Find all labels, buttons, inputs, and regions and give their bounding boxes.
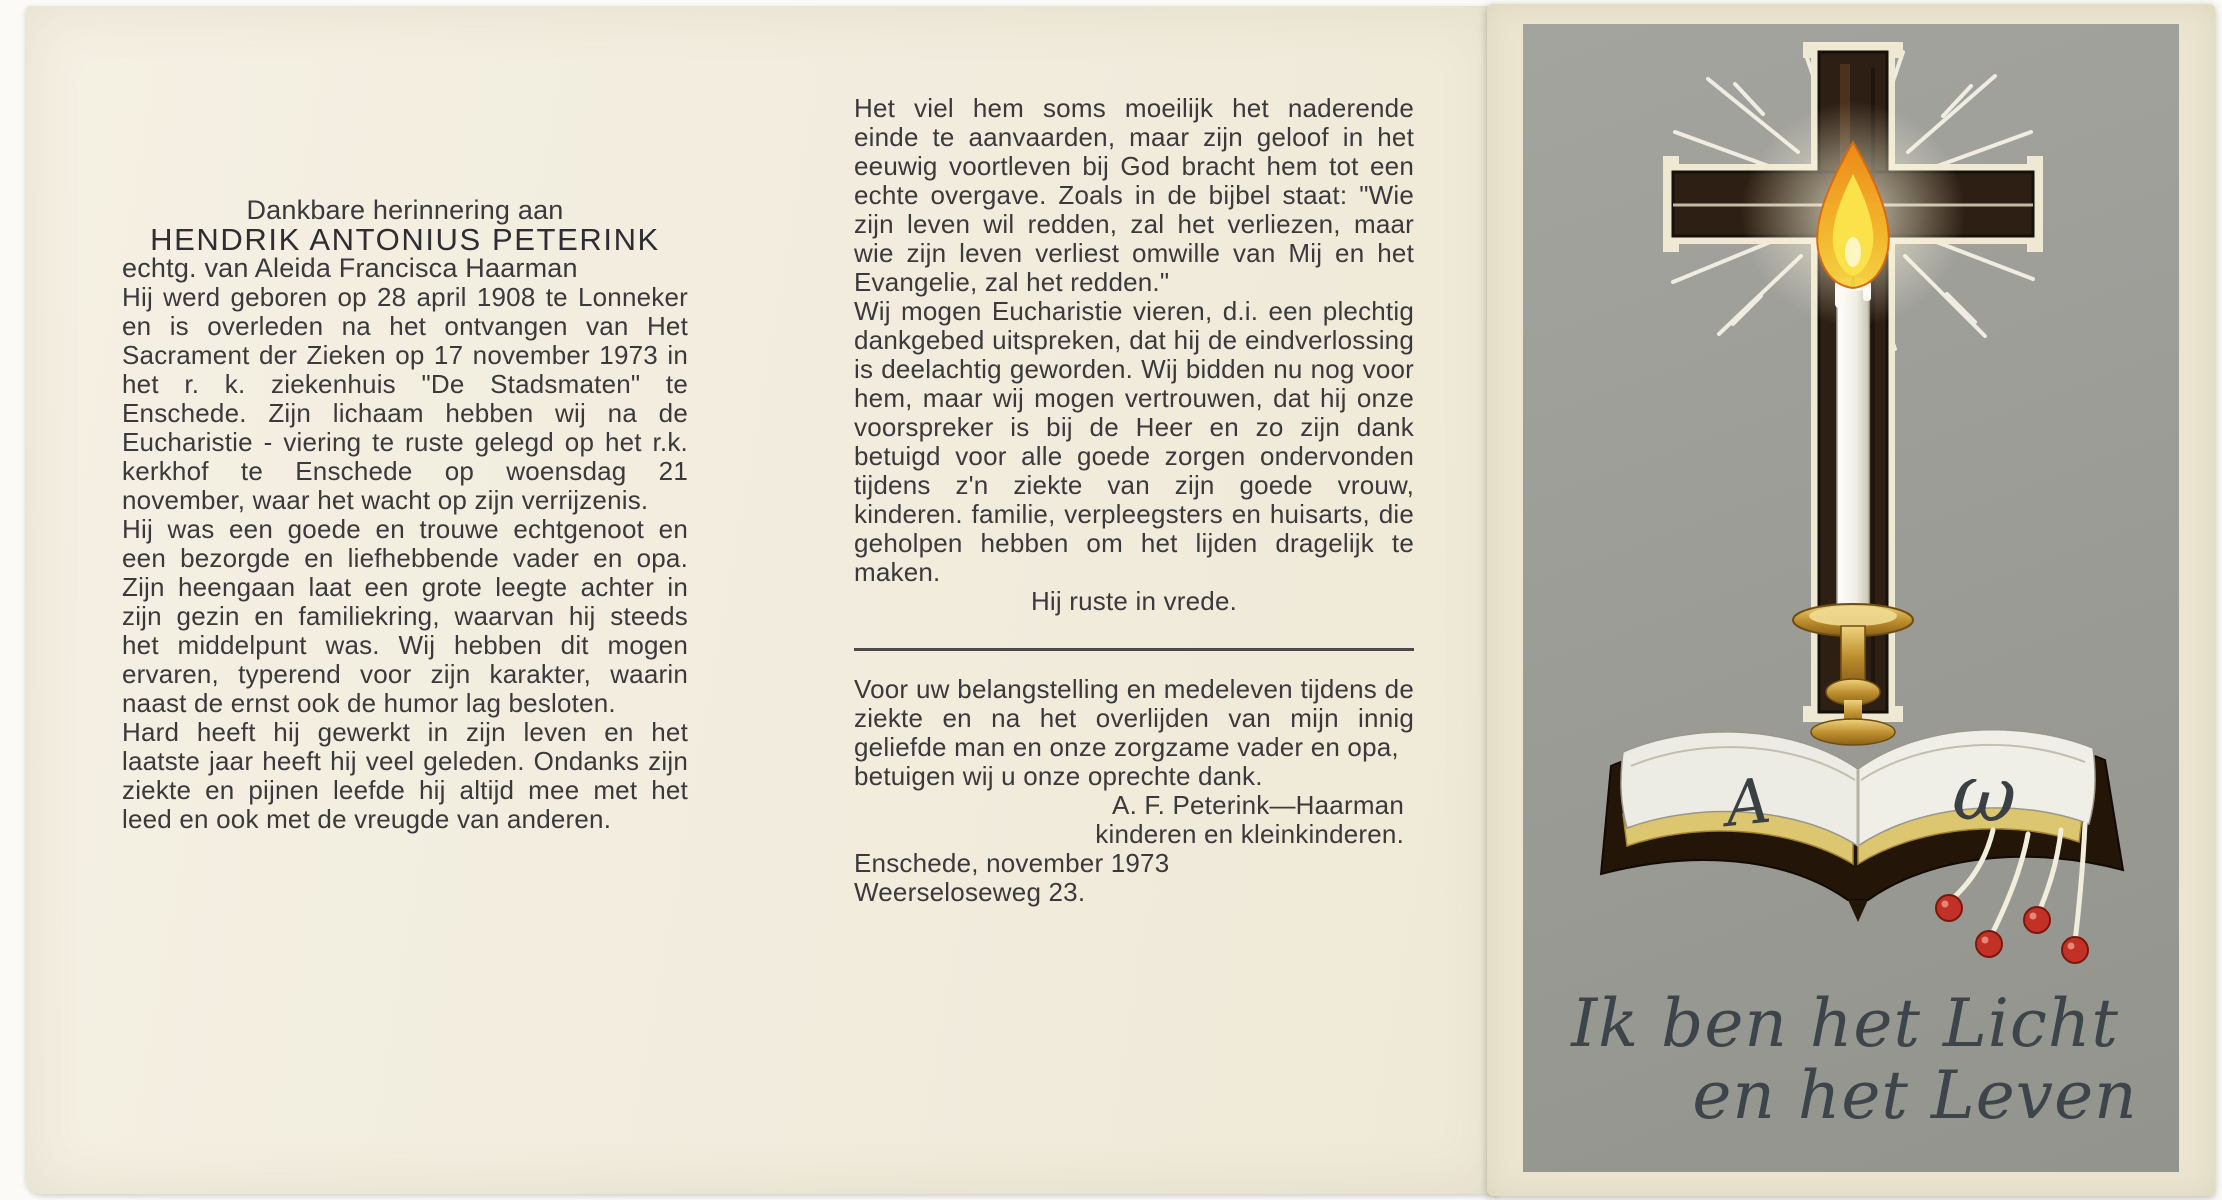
rest-in-peace-line: Hij ruste in vrede. <box>1030 586 1238 616</box>
thanks-closing-line: betuigen wij u onze oprechte dank. <box>854 761 1263 791</box>
signature-family-line: kinderen en kleinkinderen. <box>1095 819 1404 849</box>
place-date-line: Enschede, november 1973 <box>854 848 1170 878</box>
biography-paragraph: Hij werd geboren op 28 april 1908 te Lonneker en is overleden na het ontvangen van Het Sacrament der Zieken op 17 november 1973 in het r. k. ziekenhuis "De Stadsmaten" te Enschede. Zijn lichaam hebben wij na de Eucharistie - viering te ruste gelegd op het r.k. kerkhof te Enschede op woensdag 21 november, waar het wacht op zijn verrijzenis. <box>122 282 688 515</box>
intro-line: Dankbare herinnering aan <box>246 195 564 225</box>
thanks-paragraph: Voor uw belangstelling en medeleven tijdens de ziekte en na het overlijden van mijn innig geliefde man en onze zorgzame vader en opa, <box>854 674 1414 762</box>
life-paragraph: Hard heeft hij gewerkt in zijn leven en het laatste jaar heeft hij veel geleden. Ondanks zijn ziekte en pijnen leefde hij altijd mee met het leed en ook met de vreugde van anderen. <box>122 717 688 834</box>
cover-illustration-area <box>1523 24 2179 1172</box>
deceased-name: HENDRIK ANTONIUS PETERINK <box>150 222 660 257</box>
faith-paragraph: Het viel hem soms moeilijk het naderende einde te aanvaarden, maar zijn geloof in het eeuwig voortleven bij God bracht hem tot een echte overgave. Zoals in de bijbel staat: "Wie zijn leven wil redden, zal het verliezen, maar wie zijn leven verliest omwille van Mij en het Evangelie, zal het redden." <box>854 93 1414 297</box>
eucharist-paragraph: Wij mogen Eucharistie vieren, d.i. een plechtig dankgebed uitspreken, dat hij de eindverlossing is deelachtig geworden. Wij bidden nu nog voor hem, maar wij mogen vertrouwen, dat hij onze voorspreker is bij de Heer en zo zijn dank betuigd voor alle goede zorgen ondervonden tijdens z'n ziekte van zijn goede vrouw, kinderen. familie, verpleegsters en huisarts, die geholpen hebben om het lijden dragelijk te maken. <box>854 296 1414 587</box>
candle <box>1835 277 1871 616</box>
right-inner-page <box>854 94 1414 907</box>
cover-illustration <box>1523 24 2179 1172</box>
cover-caption-line1: Ik ben het Licht <box>1571 985 2119 1062</box>
card-inner-pages <box>26 6 1498 1194</box>
cover-caption <box>1570 985 2138 1134</box>
address-line: Weerseloseweg 23. <box>854 877 1086 907</box>
omega-letter: ω <box>1949 747 2020 842</box>
cover-caption-line2: en het Leven <box>1692 1057 2138 1134</box>
alpha-letter: A <box>1721 763 1775 841</box>
cover-page <box>1487 4 2215 1196</box>
spouse-line: echtg. van Aleida Francisca Haarman <box>122 253 578 283</box>
divider-rule <box>854 648 1414 651</box>
character-paragraph: Hij was een goede en trouwe echtgenoot en een bezorgde en liefhebbende vader en opa. Zijn heengaan laat een grote leegte achter in zijn gezin en familiekring, waarvan hij steeds het middelpunt was. Wij hebben dit mogen ervaren, typerend voor zijn karakter, waarin naast de ernst ook de humor lag besloten. <box>122 514 688 718</box>
left-inner-page <box>122 196 688 834</box>
signature-line: A. F. Peterink—Haarman <box>1112 790 1404 820</box>
